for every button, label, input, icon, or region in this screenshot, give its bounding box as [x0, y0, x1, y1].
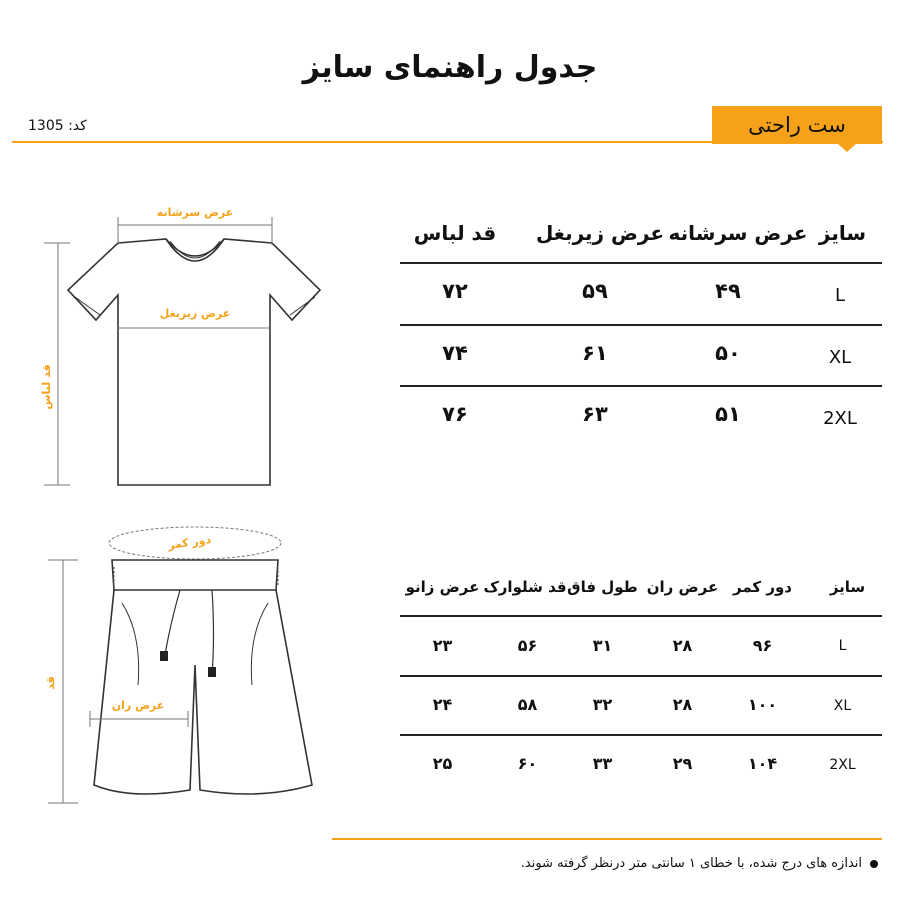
shirt-header-chest: عرض زیربغل: [535, 221, 665, 245]
shorts-row-size: L: [838, 638, 847, 654]
shirt-header-length: قد لباس: [413, 221, 497, 245]
waist-label: دور کمر: [167, 533, 212, 552]
shirt-cell: ۷۴: [442, 341, 468, 365]
shirt-row-size: XL: [828, 347, 852, 368]
shorts-header-waist: دور کمر: [733, 578, 792, 596]
shorts-cell: ۳۲: [592, 695, 613, 714]
shorts-cell: ۲۸: [672, 695, 693, 714]
shirt-row-size: 2XL: [823, 408, 857, 429]
shoulder-width-label: عرض سرشانه: [156, 206, 234, 219]
shorts-cell: ۱۰۰: [747, 695, 778, 714]
shorts-header-size: سایز: [829, 578, 866, 596]
shorts-cell: ۵۶: [517, 636, 538, 655]
shorts-cell: ۲۵: [432, 754, 453, 773]
product-code: کد: 1305: [28, 118, 87, 134]
badge-tail: [838, 144, 856, 152]
shorts-header-rise: طول فاق: [567, 578, 638, 596]
tshirt-outline: [68, 239, 320, 485]
shorts-diagram: [30, 515, 330, 815]
shorts-cell: ۲۹: [672, 754, 693, 773]
thigh-width-label: عرض ران: [111, 699, 165, 712]
shorts-row-size: XL: [833, 698, 852, 714]
category-badge: ست راحتی: [712, 106, 882, 144]
page-title: جدول راهنمای سایز: [302, 50, 598, 85]
shirt-cell: ۵۱: [715, 402, 741, 426]
shorts-cell: ۳۱: [592, 636, 613, 655]
table-rule: [400, 385, 882, 387]
footer-divider: [332, 838, 882, 840]
shorts-cell: ۵۸: [517, 695, 538, 714]
shorts-cell: ۱۰۴: [747, 754, 778, 773]
tshirt-diagram: [30, 195, 340, 495]
shorts-waistband: [112, 560, 278, 590]
shirt-length-label: قد لباس: [40, 364, 53, 410]
shorts-header-thigh: عرض ران: [646, 578, 719, 596]
shorts-cell: ۲۸: [672, 636, 693, 655]
table-rule: [400, 615, 882, 617]
footnote: اندازه های درج شده، با خطای ۱ سانتی متر درنظر گرفته شوند.: [520, 856, 862, 871]
table-rule: [400, 262, 882, 264]
shirt-cell: ۵۰: [715, 341, 741, 365]
table-rule: [400, 675, 882, 677]
shorts-cell: ۲۴: [432, 695, 453, 714]
shirt-cell: ۷۶: [442, 402, 468, 426]
shirt-cell: ۷۲: [442, 279, 468, 303]
chest-width-label: عرض زیربغل: [159, 307, 231, 320]
shorts-size-table: [400, 570, 882, 790]
shorts-row-size: 2XL: [829, 757, 856, 773]
bullet-icon: [870, 860, 878, 868]
shorts-cell: ۳۳: [592, 754, 613, 773]
shirt-size-table: [400, 215, 882, 429]
shirt-header-shoulder: عرض سرشانه: [668, 221, 808, 245]
table-rule: [400, 734, 882, 736]
shorts-outline: [94, 590, 312, 794]
shorts-length-label: قد: [44, 676, 57, 690]
shirt-cell: ۶۳: [582, 402, 608, 426]
shorts-cell: ۶۰: [517, 754, 538, 773]
table-rule: [400, 324, 882, 326]
shorts-cell: ۲۳: [432, 636, 453, 655]
shirt-row-size: L: [834, 285, 846, 306]
shirt-cell: ۴۹: [715, 279, 741, 303]
shirt-cell: ۶۱: [582, 341, 608, 365]
shirt-header-size: سایز: [818, 221, 867, 245]
shorts-cell: ۹۶: [752, 636, 773, 655]
shorts-header-length: قد شلوارک: [483, 578, 567, 596]
shorts-header-knee: عرض زانو: [405, 578, 480, 596]
shirt-cell: ۵۹: [582, 279, 608, 303]
